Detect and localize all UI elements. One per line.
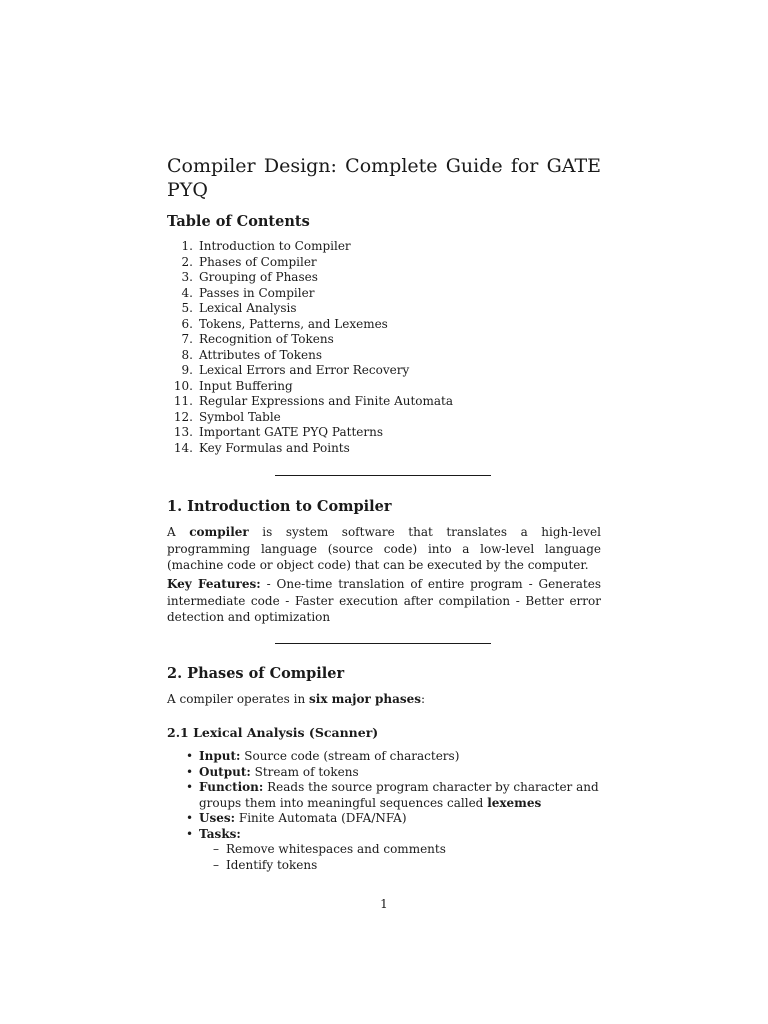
horizontal-rule [275, 475, 491, 476]
toc-item-number: 11. [173, 394, 193, 408]
bullet-label: Uses: [199, 811, 236, 825]
toc-item-label: Symbol Table [199, 409, 281, 424]
bullet-icon: • [186, 826, 194, 841]
toc-item [167, 317, 453, 333]
bullet-text: Finite Automata (DFA/NFA) [235, 811, 407, 825]
toc-item [167, 301, 453, 317]
tasks-sub-list [199, 842, 601, 873]
toc-heading: Table of Contents [167, 213, 310, 230]
section-heading-phases: 2. Phases of Compiler [167, 665, 345, 682]
toc-item-number: 3. [181, 270, 193, 284]
toc-item-label: Lexical Analysis [199, 301, 297, 315]
toc-item-label: Passes in Compiler [199, 285, 315, 300]
bullet-text: Reads the source program character by character and groups them into meaningful sequences called [199, 780, 599, 810]
bullet-bold-term: lexemes [487, 795, 542, 810]
toc-item-label: Grouping of Phases [199, 270, 318, 284]
bullet-item [167, 780, 601, 811]
toc-item-label: Recognition of Tokens [199, 332, 334, 346]
document-title: Compiler Design: Complete Guide for GATE PYQ [167, 155, 601, 201]
task-item [199, 858, 601, 874]
toc-item-number: 5. [181, 301, 193, 315]
toc-item-number: 9. [181, 363, 193, 377]
lexical-analysis-bullet-list [167, 749, 601, 873]
toc-item-label: Key Formulas and Points [199, 440, 350, 455]
toc-item-number: 14. [173, 440, 193, 455]
toc-item [167, 441, 453, 457]
task-item [199, 842, 601, 858]
toc-item-number: 1. [181, 239, 193, 253]
toc-item-label: Tokens, Patterns, and Lexemes [199, 316, 388, 331]
toc-item [167, 239, 453, 255]
toc-item-label: Regular Expressions and Finite Automata [199, 394, 454, 408]
toc-item-label: Phases of Compiler [199, 254, 317, 269]
bullet-text: Stream of tokens [250, 764, 359, 779]
bullet-item [167, 811, 601, 827]
bullet-label: Input: [199, 749, 241, 763]
toc-item-number: 2. [181, 254, 193, 269]
bullet-label: Output: [199, 764, 251, 779]
toc-item-number: 12. [173, 409, 193, 424]
bullet-icon: • [186, 811, 194, 825]
section-heading-introduction: 1. Introduction to Compiler [167, 498, 392, 515]
table-of-contents [167, 239, 453, 456]
bullet-icon: • [186, 764, 194, 779]
toc-item [167, 410, 453, 426]
toc-item-label: Introduction to Compiler [199, 239, 351, 253]
toc-item [167, 255, 453, 271]
toc-item [167, 394, 453, 410]
toc-item-number: 7. [181, 332, 193, 346]
subsection-heading-lexical-analysis: 2.1 Lexical Analysis (Scanner) [167, 725, 379, 740]
horizontal-rule [275, 643, 491, 644]
bullet-label: Tasks: [199, 826, 241, 841]
toc-item [167, 332, 453, 348]
bullet-text: Source code (stream of characters) [240, 749, 460, 763]
toc-item [167, 270, 453, 286]
bullet-icon: • [186, 780, 194, 794]
toc-item [167, 425, 453, 441]
task-text: Remove whitespaces and comments [226, 842, 446, 856]
phases-intro-paragraph: A compiler operates in six major phases: [167, 692, 426, 706]
task-text: Identify tokens [226, 857, 318, 872]
bullet-item [167, 749, 601, 765]
toc-item-number: 8. [181, 347, 193, 362]
dash-icon: – [213, 842, 219, 856]
bullet-label: Function: [199, 780, 264, 794]
toc-item [167, 286, 453, 302]
toc-item [167, 363, 453, 379]
bullet-item [167, 827, 601, 874]
toc-item-number: 13. [173, 425, 193, 439]
toc-item-label: Attributes of Tokens [199, 347, 323, 362]
toc-item-number: 10. [173, 378, 193, 393]
toc-item-number: 4. [181, 285, 193, 300]
toc-item-number: 6. [181, 316, 193, 331]
bullet-icon: • [186, 749, 194, 763]
intro-paragraph: A compiler is system software that translates a high-level programming language (source code) into a low-level language (machine code or object code) that can be executed by the computer. [167, 525, 601, 572]
key-features-paragraph: Key Features: - One-time translation of entire program - Generates intermediate code - Faster execution after compilation - Better error detection and optimization [167, 577, 601, 624]
toc-item-label: Lexical Errors and Error Recovery [199, 363, 410, 377]
bullet-item [167, 765, 601, 781]
page-number: 1 [380, 897, 388, 911]
toc-item [167, 348, 453, 364]
toc-item [167, 379, 453, 395]
toc-item-label: Important GATE PYQ Patterns [199, 425, 383, 439]
dash-icon: – [213, 857, 219, 872]
toc-item-label: Input Buffering [199, 378, 293, 393]
